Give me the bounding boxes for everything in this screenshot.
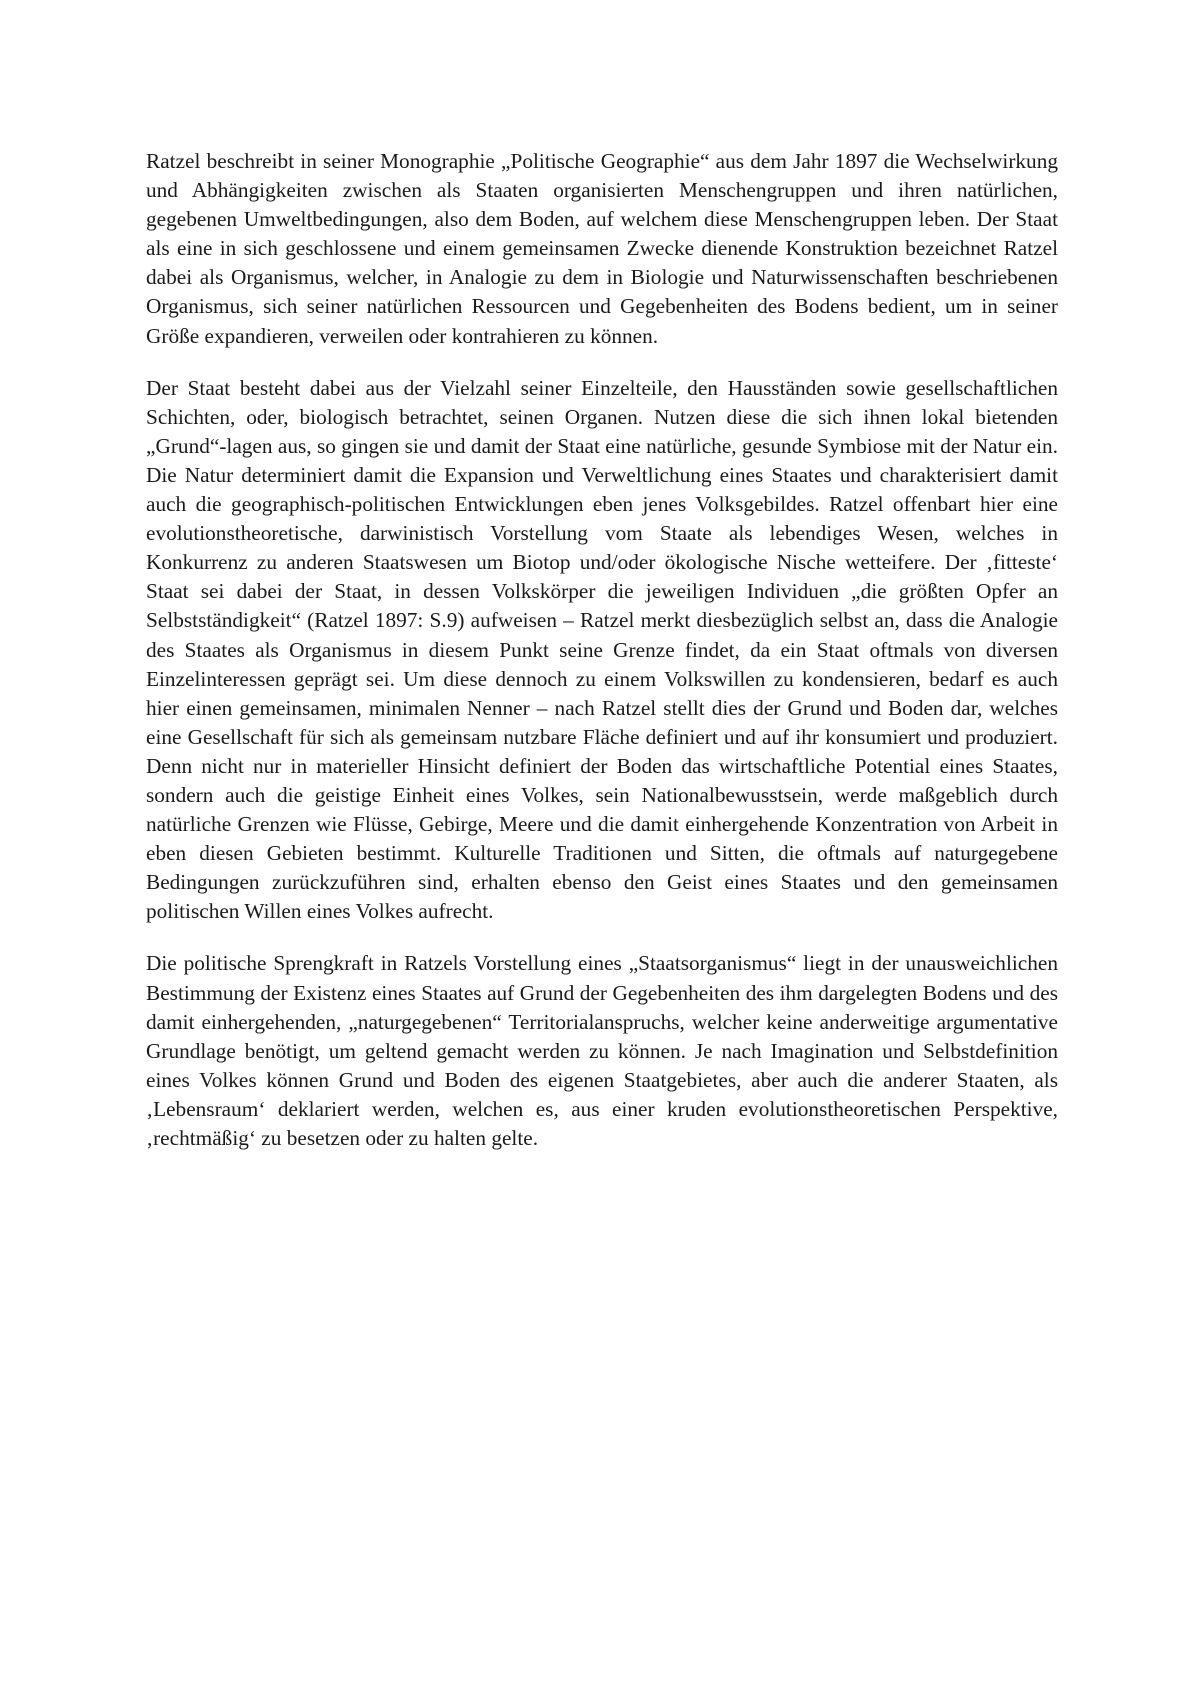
paragraph-1: Ratzel beschreibt in seiner Monographie „Politische Geographie“ aus dem Jahr 1897 die Wechselwirkung und Abhängigkeiten zwischen als Staaten organisierten Menschengruppen und ihren natürlichen, gegebenen Umweltbedingungen, also dem Boden, auf welchem diese Menschengruppen leben. Der Staat als eine in sich geschlossene und einem gemeinsamen Zwecke dienende Konstruktion bezeichnet Ratzel dabei als Organismus, welcher, in Analogie zu dem in Biologie und Naturwissenschaften beschriebenen Organismus, sich seiner natürlichen Ressourcen und Gegebenheiten des Bodens bedient, um in seiner Größe expandieren, verweilen oder kontrahieren zu können. (146, 149, 1058, 348)
paragraph-3: Die politische Sprengkraft in Ratzels Vorstellung eines „Staatsorganismus“ liegt in der unausweichlichen Bestimmung der Existenz eines Staates auf Grund der Gegebenheiten des ihm dargelegten Bodens und des damit einhergehenden, „naturgegebenen“ Territorialanspruchs, welcher keine anderweitige argumentative Grundlage benötigt, um geltend gemacht werden zu können. Je nach Imagination und Selbstdefinition eines Volkes können Grund und Boden des eigenen Staatgebietes, aber auch die anderer Staaten, als ‚Lebensraum‘ deklariert werden, welchen es, aus einer kruden evolutionstheoretischen Perspektive, ‚rechtmäßig‘ zu besetzen oder zu halten gelte. (146, 951, 1058, 1150)
document-body (146, 147, 1058, 1176)
paragraph-2: Der Staat besteht dabei aus der Vielzahl seiner Einzelteile, den Hausständen sowie gesellschaftlichen Schichten, oder, biologisch betrachtet, seinen Organen. Nutzen diese die sich ihnen lokal bietenden „Grund“-lagen aus, so gingen sie und damit der Staat eine natürliche, gesunde Symbiose mit der Natur ein. Die Natur determiniert damit die Expansion und Verweltlichung eines Staates und charakterisiert damit auch die geographisch-politischen Entwicklungen eben jenes Volksgebildes. Ratzel offenbart hier eine evolutionstheoretische, darwinistisch Vorstellung vom Staate als lebendiges Wesen, welches in Konkurrenz zu anderen Staatswesen um Biotop und/oder ökologische Nische wetteifere. Der ‚fitteste‘ Staat sei dabei der Staat, in dessen Volkskörper die jeweiligen Individuen „die größten Opfer an Selbstständigkeit“ (Ratzel 1897: S.9) aufweisen – Ratzel merkt diesbezüglich selbst an, dass die Analogie des Staates als Organismus in diesem Punkt seine Grenze findet, da ein Staat oftmals von diversen Einzelinteressen geprägt sei. Um diese dennoch zu einem Volkswillen zu kondensieren, bedarf es auch hier einen gemeinsamen, minimalen Nenner – nach Ratzel stellt dies der Grund und Boden dar, welches eine Gesellschaft für sich als gemeinsam nutzbare Fläche definiert und auf ihr konsumiert und produziert. Denn nicht nur in materieller Hinsicht definiert der Boden das wirtschaftliche Potential eines Staates, sondern auch die geistige Einheit eines Volkes, sein Nationalbewusstsein, werde maßgeblich durch natürliche Grenzen wie Flüsse, Gebirge, Meere und die damit einhergehende Konzentration von Arbeit in eben diesen Gebieten bestimmt. Kulturelle Traditionen und Sitten, die oftmals auf naturgegebene Bedingungen zurückzuführen sind, erhalten ebenso den Geist eines Staates und den gemeinsamen politischen Willen eines Volkes aufrecht. (146, 375, 1058, 924)
